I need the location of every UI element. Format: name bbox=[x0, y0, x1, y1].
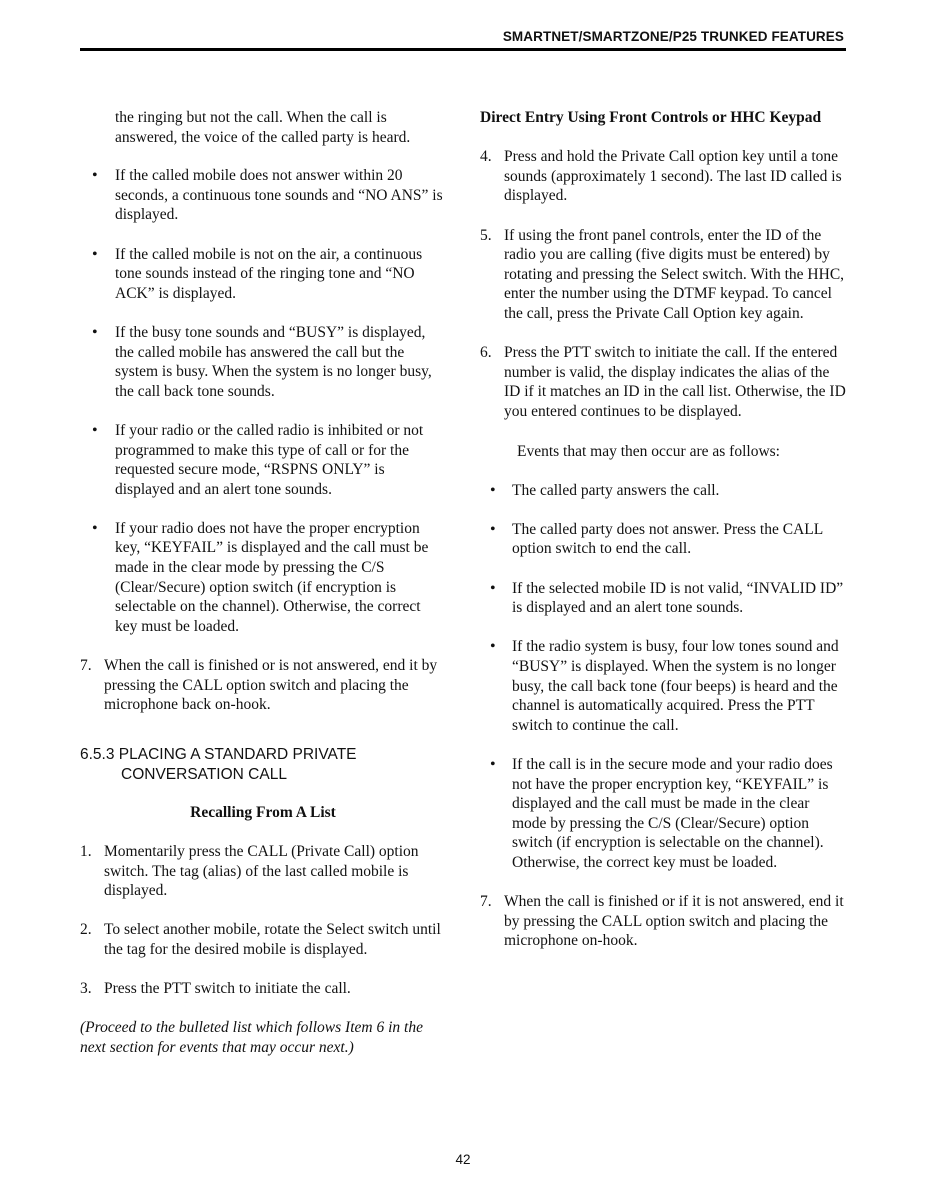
numbered-step: 3. Press the PTT switch to initiate the call. bbox=[80, 980, 351, 998]
numbered-step-7: 7. When the call is finished or is not answered, end it by pressing the CALL option switch and placing the microphone back on-hook. bbox=[80, 657, 438, 714]
numbered-step-7: 7. When the call is finished or if it is not answered, end it by pressing the CALL option switch and placing the microphone on-hook. bbox=[480, 893, 844, 950]
list-item: • If your radio does not have the proper encryption key, “KEYFAIL” is displayed and the call must be made in the clear mode by pressing the C/S (Clear/Secure) option switch (if encryption is selectable on the channel). Otherwise, the correct key must be loaded. bbox=[92, 519, 429, 635]
list-item: • If your radio or the called radio is inhibited or not programmed to make this type of call or for the requested secure mode, “RSPNS ONLY” is displayed and an alert tone sounds. bbox=[92, 421, 424, 498]
numbered-step: 6. Press the PTT switch to initiate the call. If the entered number is valid, the display indicates the alias of the ID if it matches an ID in the call list. Otherwise, the ID you entered continues to be displayed. bbox=[480, 344, 846, 420]
numbered-step: 4. Press and hold the Private Call option key until a tone sounds (approximately 1 second). The last ID called is displayed. bbox=[480, 148, 842, 205]
list-item: • If the busy tone sounds and “BUSY” is displayed, the called mobile has answered the call but the system is busy. When the system is no longer busy, the call back tone sounds. bbox=[92, 323, 432, 400]
note-text: (Proceed to the bulleted list which follows Item 6 in the next section for events that may occur next.) bbox=[80, 1019, 423, 1056]
bullet-icon: • bbox=[490, 579, 496, 597]
bullet-icon: • bbox=[92, 323, 98, 341]
list-item: • If the called mobile is not on the air, a continuous tone sounds instead of the ringing tone and “NO ACK” is displayed. bbox=[92, 245, 423, 302]
subheading: Recalling From A List bbox=[190, 803, 336, 821]
list-item: • The called party does not answer. Press the CALL option switch to end the call. bbox=[490, 520, 823, 558]
section-title-line2: CONVERSATION CALL bbox=[121, 765, 287, 783]
header-rule bbox=[80, 48, 846, 51]
section-heading bbox=[80, 745, 446, 785]
left-column bbox=[80, 108, 446, 1058]
list-item: • If the selected mobile ID is not valid, “INVALID ID” is displayed and an alert tone sounds. bbox=[490, 579, 844, 617]
events-intro: Events that may then occur are as follows: bbox=[517, 442, 780, 460]
list-item: • If the radio system is busy, four low tones sound and “BUSY” is displayed. When the system is no longer busy, the call back tone (four beeps) is heard and the channel is automatically acquired. Press the PTT switch to continue the call. bbox=[490, 638, 839, 734]
bullet-icon: • bbox=[92, 167, 98, 185]
list-item: • If the called mobile does not answer within 20 seconds, a continuous tone sounds and “NO ANS” is displayed. bbox=[92, 167, 443, 224]
list-item: • If the call is in the secure mode and your radio does not have the proper encryption key, “KEYFAIL” is displayed and the call must be made in the clear mode by pressing the C/S (Clear/Secure) option switch (if encryption is selectable on the channel). Otherwise, the correct key must be loaded. bbox=[490, 756, 833, 871]
bullet-icon: • bbox=[92, 245, 98, 263]
continuation-text: the ringing but not the call. When the call is answered, the voice of the called party is heard. bbox=[115, 109, 411, 146]
section-number: 6.5.3 bbox=[80, 745, 115, 763]
header-title: SMARTNET/SMARTZONE/P25 TRUNKED FEATURES bbox=[502, 29, 844, 44]
list-item: • The called party answers the call. bbox=[490, 481, 720, 499]
bullet-icon: • bbox=[490, 481, 496, 499]
bullet-icon: • bbox=[92, 519, 98, 537]
bullet-icon: • bbox=[490, 756, 496, 773]
bullet-icon: • bbox=[92, 421, 98, 439]
direct-entry-heading: Direct Entry Using Front Controls or HHC Keypad bbox=[480, 109, 822, 126]
section-title-line1: PLACING A STANDARD PRIVATE bbox=[118, 745, 357, 763]
right-column bbox=[480, 108, 846, 971]
numbered-step: 1. Momentarily press the CALL (Private Call) option switch. The tag (alias) of the last called mobile is displayed. bbox=[80, 843, 419, 900]
bullet-icon: • bbox=[490, 638, 496, 656]
numbered-step: 2. To select another mobile, rotate the Select switch until the tag for the desired mobile is displayed. bbox=[80, 921, 441, 958]
page-number: 42 bbox=[455, 1152, 471, 1167]
bullet-icon: • bbox=[490, 520, 496, 538]
numbered-step: 5. If using the front panel controls, enter the ID of the radio you are calling (five digits must be entered) by rotating and pressing the Select switch. With the HHC, enter the number using the DTMF keypad. To cancel the call, press the Private Call Option key again. bbox=[480, 226, 845, 322]
